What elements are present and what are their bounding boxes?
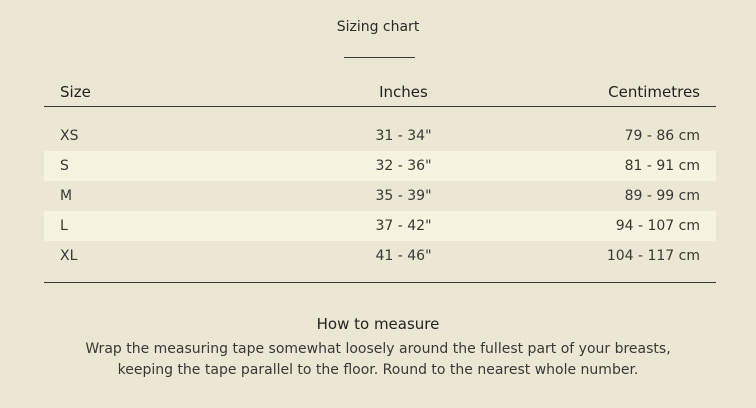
- table-row: [44, 151, 716, 181]
- cm-cell: 79 - 86 cm: [624, 128, 700, 144]
- table-header-row: [44, 78, 716, 107]
- cm-cell: 94 - 107 cm: [615, 218, 700, 234]
- size-cell: L: [60, 218, 68, 234]
- size-cell: XL: [60, 248, 78, 264]
- measure-heading: How to measure: [316, 315, 440, 333]
- size-cell: XS: [60, 128, 79, 144]
- title-divider: [344, 57, 415, 58]
- size-cell: S: [60, 158, 69, 174]
- measure-line-1: Wrap the measuring tape somewhat loosely around the fullest part of your breasts,: [85, 341, 671, 357]
- header-inches: Inches: [379, 83, 428, 101]
- table-row: [44, 121, 716, 151]
- cm-cell: 81 - 91 cm: [624, 158, 700, 174]
- inches-cell: 32 - 36": [375, 158, 432, 174]
- inches-cell: 37 - 42": [375, 218, 432, 234]
- inches-cell: 35 - 39": [375, 188, 432, 204]
- table-row: [44, 211, 716, 241]
- cm-cell: 89 - 99 cm: [624, 188, 700, 204]
- size-cell: M: [60, 188, 73, 204]
- cm-cell: 104 - 117 cm: [606, 248, 700, 264]
- page-title: Sizing chart: [336, 19, 420, 35]
- table-bottom-divider: [44, 282, 716, 283]
- measure-line-2: keeping the tape parallel to the floor. Round to the nearest whole number.: [117, 362, 639, 378]
- measure-instructions: [60, 339, 696, 381]
- inches-cell: 31 - 34": [375, 128, 432, 144]
- table-row: [44, 241, 716, 271]
- sizing-table: [44, 78, 716, 271]
- header-size: Size: [60, 83, 91, 101]
- table-row: [44, 181, 716, 211]
- header-centimetres: Centimetres: [608, 83, 700, 101]
- inches-cell: 41 - 46": [375, 248, 432, 264]
